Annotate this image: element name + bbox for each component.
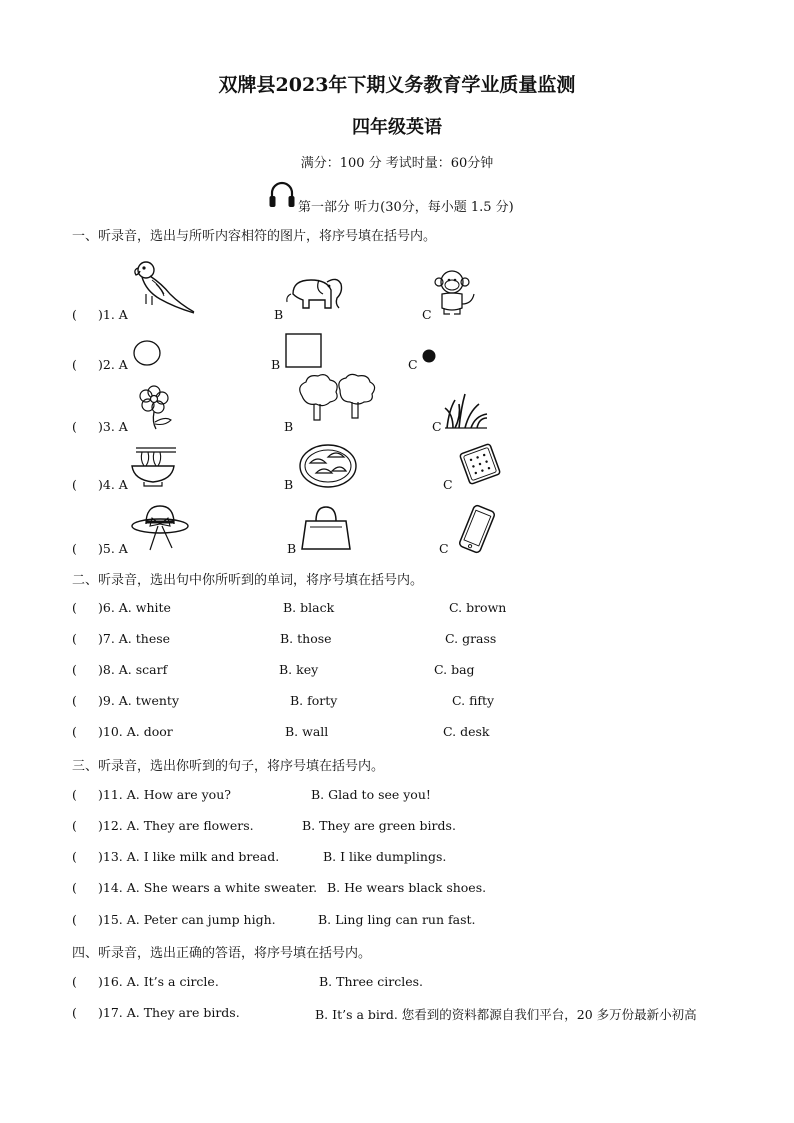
option-c: C. grass [445, 631, 497, 646]
option-b-label: B [271, 357, 281, 372]
headphones-icon [268, 180, 298, 210]
answer-bracket[interactable]: ( [72, 357, 77, 372]
trees-icon[interactable] [296, 374, 380, 428]
option-a: )14. A. She wears a white sweater. [98, 880, 318, 895]
phone-icon[interactable] [456, 505, 498, 557]
exam-meta: 满分：100 分 考试时量：60分钟 [300, 156, 494, 171]
option-a: )16. A. It’s a circle. [98, 974, 219, 989]
answer-bracket[interactable]: ( [72, 818, 77, 833]
option-b: B. He wears black shoes. [327, 880, 487, 895]
option-a: )9. A. twenty [98, 693, 180, 708]
option-c-label: C [408, 357, 418, 372]
answer-bracket[interactable]: ( [72, 693, 77, 708]
option-b: B. key [279, 662, 319, 677]
question-number: )4. A [98, 477, 128, 492]
page-title: 双牌县2023年下期义务教育学业质量监测 [218, 74, 576, 96]
option-a: )17. A. They are birds. [98, 1005, 240, 1020]
option-b-label: B [284, 419, 294, 434]
part1-label: 第一部分 听力(30分，每小题 1.5 分) [298, 200, 514, 215]
option-c: C. desk [443, 724, 490, 739]
option-a: )7. A. these [98, 631, 171, 646]
dot-icon[interactable] [421, 348, 437, 368]
answer-bracket[interactable]: ( [72, 724, 77, 739]
option-b: B. Glad to see you! [311, 787, 431, 802]
option-c-label: C [443, 477, 453, 492]
option-b: B. those [280, 631, 332, 646]
flower-icon[interactable] [138, 384, 176, 434]
option-b: B. forty [290, 693, 338, 708]
biscuit-icon[interactable] [456, 440, 504, 492]
answer-bracket[interactable]: ( [72, 849, 77, 864]
option-a: )13. A. I like milk and bread. [98, 849, 280, 864]
dumplings-icon[interactable] [298, 443, 358, 493]
section-4-heading: 四、听录音，选出正确的答语，将序号填在括号内。 [72, 946, 372, 961]
option-c: C. brown [449, 600, 507, 615]
answer-bracket[interactable]: ( [72, 1005, 77, 1020]
option-a: )10. A. door [98, 724, 173, 739]
option-b-label: B [284, 477, 294, 492]
page-subtitle: 四年级英语 [352, 117, 442, 138]
answer-bracket[interactable]: ( [72, 631, 77, 646]
option-c: C. bag [434, 662, 475, 677]
answer-bracket[interactable]: ( [72, 541, 77, 556]
answer-bracket[interactable]: ( [72, 307, 77, 322]
option-b: B. It’s a bird. 您看到的资料都源自我们平台，20 多万份最新小初高 [315, 1007, 697, 1022]
answer-bracket[interactable]: ( [72, 662, 77, 677]
bag-icon[interactable] [300, 505, 352, 555]
option-b: B. I like dumplings. [323, 849, 447, 864]
option-b-label: B [287, 541, 297, 556]
option-a: )8. A. scarf [98, 662, 168, 677]
option-b: B. black [283, 600, 335, 615]
option-c-label: C [439, 541, 449, 556]
monkey-icon[interactable] [430, 268, 480, 322]
answer-bracket[interactable]: ( [72, 912, 77, 927]
square-icon[interactable] [285, 333, 323, 373]
answer-bracket[interactable]: ( [72, 419, 77, 434]
option-c-label: C [432, 419, 442, 434]
answer-bracket[interactable]: ( [72, 880, 77, 895]
noodles-icon[interactable] [128, 444, 178, 492]
option-c-label: C [422, 307, 432, 322]
option-b: B. wall [285, 724, 329, 739]
answer-bracket[interactable]: ( [72, 787, 77, 802]
answer-bracket[interactable]: ( [72, 600, 77, 615]
section-3-heading: 三、听录音，选出你听到的句子，将序号填在括号内。 [72, 759, 385, 774]
answer-bracket[interactable]: ( [72, 974, 77, 989]
option-a: )15. A. Peter can jump high. [98, 912, 276, 927]
question-number: )3. A [98, 419, 128, 434]
option-b-label: B [274, 307, 284, 322]
option-a: )11. A. How are you? [98, 787, 231, 802]
section-2-heading: 二、听录音，选出句中你所听到的单词，将序号填在括号内。 [72, 573, 424, 588]
option-a: )12. A. They are flowers. [98, 818, 254, 833]
section-1-heading: 一、听录音，选出与所听内容相符的图片，将序号填在括号内。 [72, 229, 437, 244]
option-b: B. Ling ling can run fast. [318, 912, 476, 927]
grass-icon[interactable] [443, 392, 489, 434]
option-b: B. Three circles. [319, 974, 424, 989]
hat-icon[interactable] [130, 502, 190, 558]
answer-bracket[interactable]: ( [72, 477, 77, 492]
option-a: )6. A. white [98, 600, 171, 615]
option-c: C. fifty [452, 693, 495, 708]
parrot-icon[interactable] [132, 258, 198, 320]
question-number: )5. A [98, 541, 128, 556]
elephant-icon[interactable] [283, 266, 347, 322]
circle-icon[interactable] [132, 340, 162, 372]
question-number: )1. A [98, 307, 128, 322]
option-b: B. They are green birds. [302, 818, 456, 833]
question-number: )2. A [98, 357, 128, 372]
